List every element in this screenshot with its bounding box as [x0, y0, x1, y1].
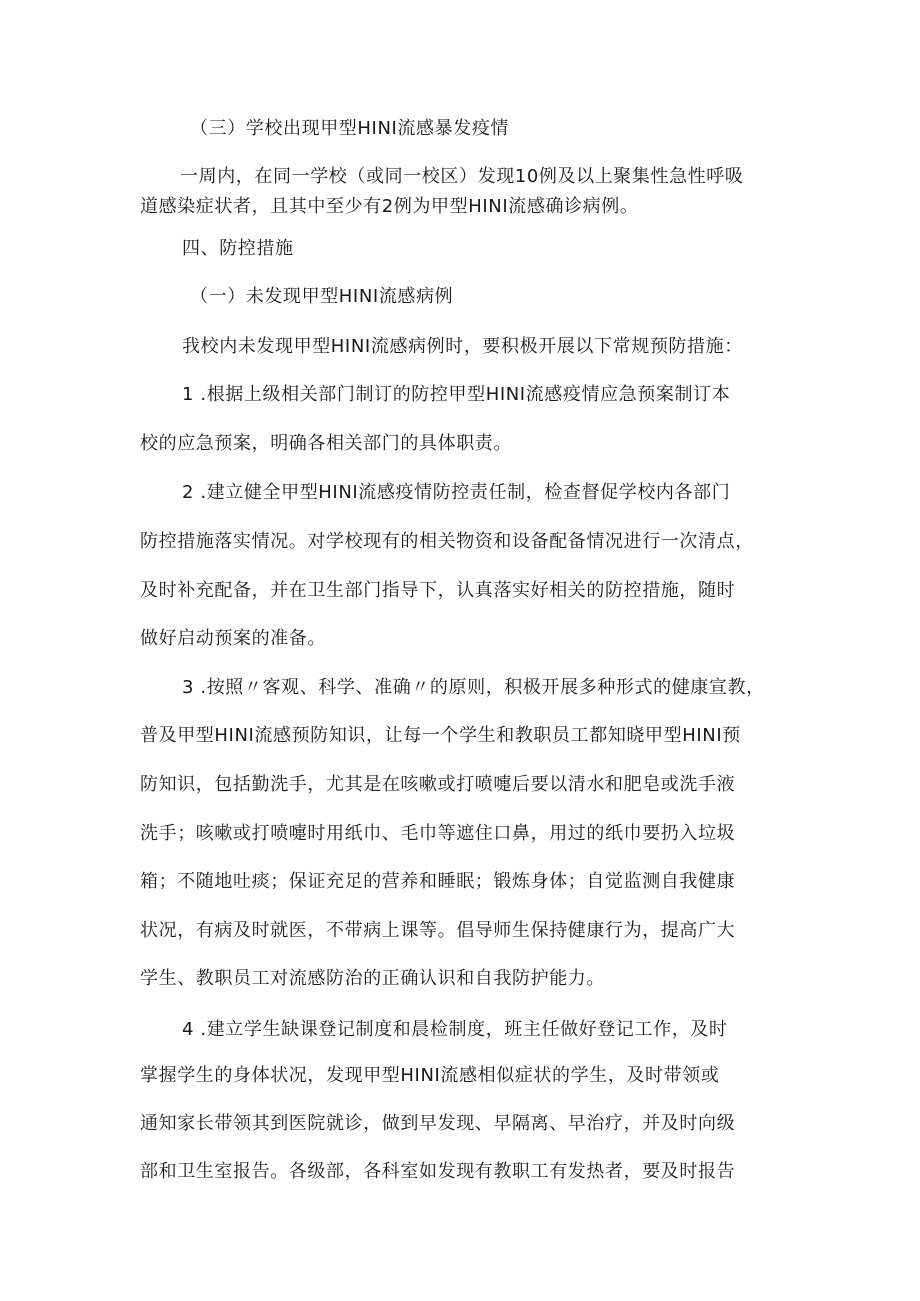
list-item-3-line: 状况，有病及时就医，不带病上课等。倡导师生保持健康行为，提高广大 — [140, 920, 736, 941]
list-item-3-line: 学生、教职员工对流感防治的正确认识和自我防护能力。 — [140, 968, 605, 989]
list-item-2-line: 2 .建立健全甲型HINI流感疫情防控责任制，检查督促学校内各部门 — [182, 482, 731, 503]
list-item-3-line: 洗手；咳嗽或打喷嚏时用纸巾、毛巾等遮住口鼻，用过的纸巾要扔入垃圾 — [140, 823, 736, 844]
list-item-2-line: 防控措施落实情况。对学校现有的相关物资和设备配备情况进行一次清点， — [140, 531, 754, 552]
list-item-3-line: 箱；不随地吐痰；保证充足的营养和睡眠；锻炼身体；自觉监测自我健康 — [140, 871, 736, 892]
list-item-3-line: 普及甲型HINI流感预防知识，让每一个学生和教职员工都知晓甲型HINI预 — [140, 725, 741, 746]
list-item-2-line: 做好启动预案的准备。 — [140, 628, 326, 649]
list-item-4-line: 掌握学生的身体状况，发现甲型HINI流感相似症状的学生，及时带领或 — [140, 1065, 720, 1086]
list-item-1-line: 1 .根据上级相关部门制订的防控甲型HINI流感疫情应急预案制订本 — [182, 384, 731, 405]
section-heading: 四、防控措施 — [182, 238, 294, 259]
paragraph-line: 一周内，在同一学校（或同一校区）发现10例及以上聚集性急性呼吸 — [180, 166, 744, 187]
list-item-4-line: 部和卫生室报告。各级部，各科室如发现有教职工有发热者，要及时报告 — [140, 1161, 736, 1182]
paragraph-line: 道感染症状者，且其中至少有2例为甲型HINI流感确诊病例。 — [140, 196, 639, 217]
paragraph-line: 我校内未发现甲型HINI流感病例时，要积极开展以下常规预防措施： — [182, 336, 743, 357]
list-item-3-line: 防知识，包括勤洗手，尤其是在咳嗽或打喷嚏后要以清水和肥皂或洗手液 — [140, 774, 736, 795]
list-item-4-line: 通知家长带领其到医院就诊，做到早发现、早隔离、早治疗，并及时向级 — [140, 1113, 736, 1134]
list-item-1-line: 校的应急预案，明确各相关部门的具体职责。 — [140, 433, 512, 454]
subsection-heading: （一）未发现甲型HINI流感病例 — [190, 286, 454, 307]
section-heading: （三）学校出现甲型HINI流感暴发疫情 — [190, 118, 510, 139]
list-item-4-line: 4 .建立学生缺课登记制度和晨检制度，班主任做好登记工作，及时 — [182, 1019, 728, 1040]
list-item-2-line: 及时补充配备，并在卫生部门指导下，认真落实好相关的防控措施，随时 — [140, 580, 736, 601]
list-item-3-line: 3 .按照〃客观、科学、准确〃的原则，积极开展多种形式的健康宣教， — [182, 677, 765, 698]
